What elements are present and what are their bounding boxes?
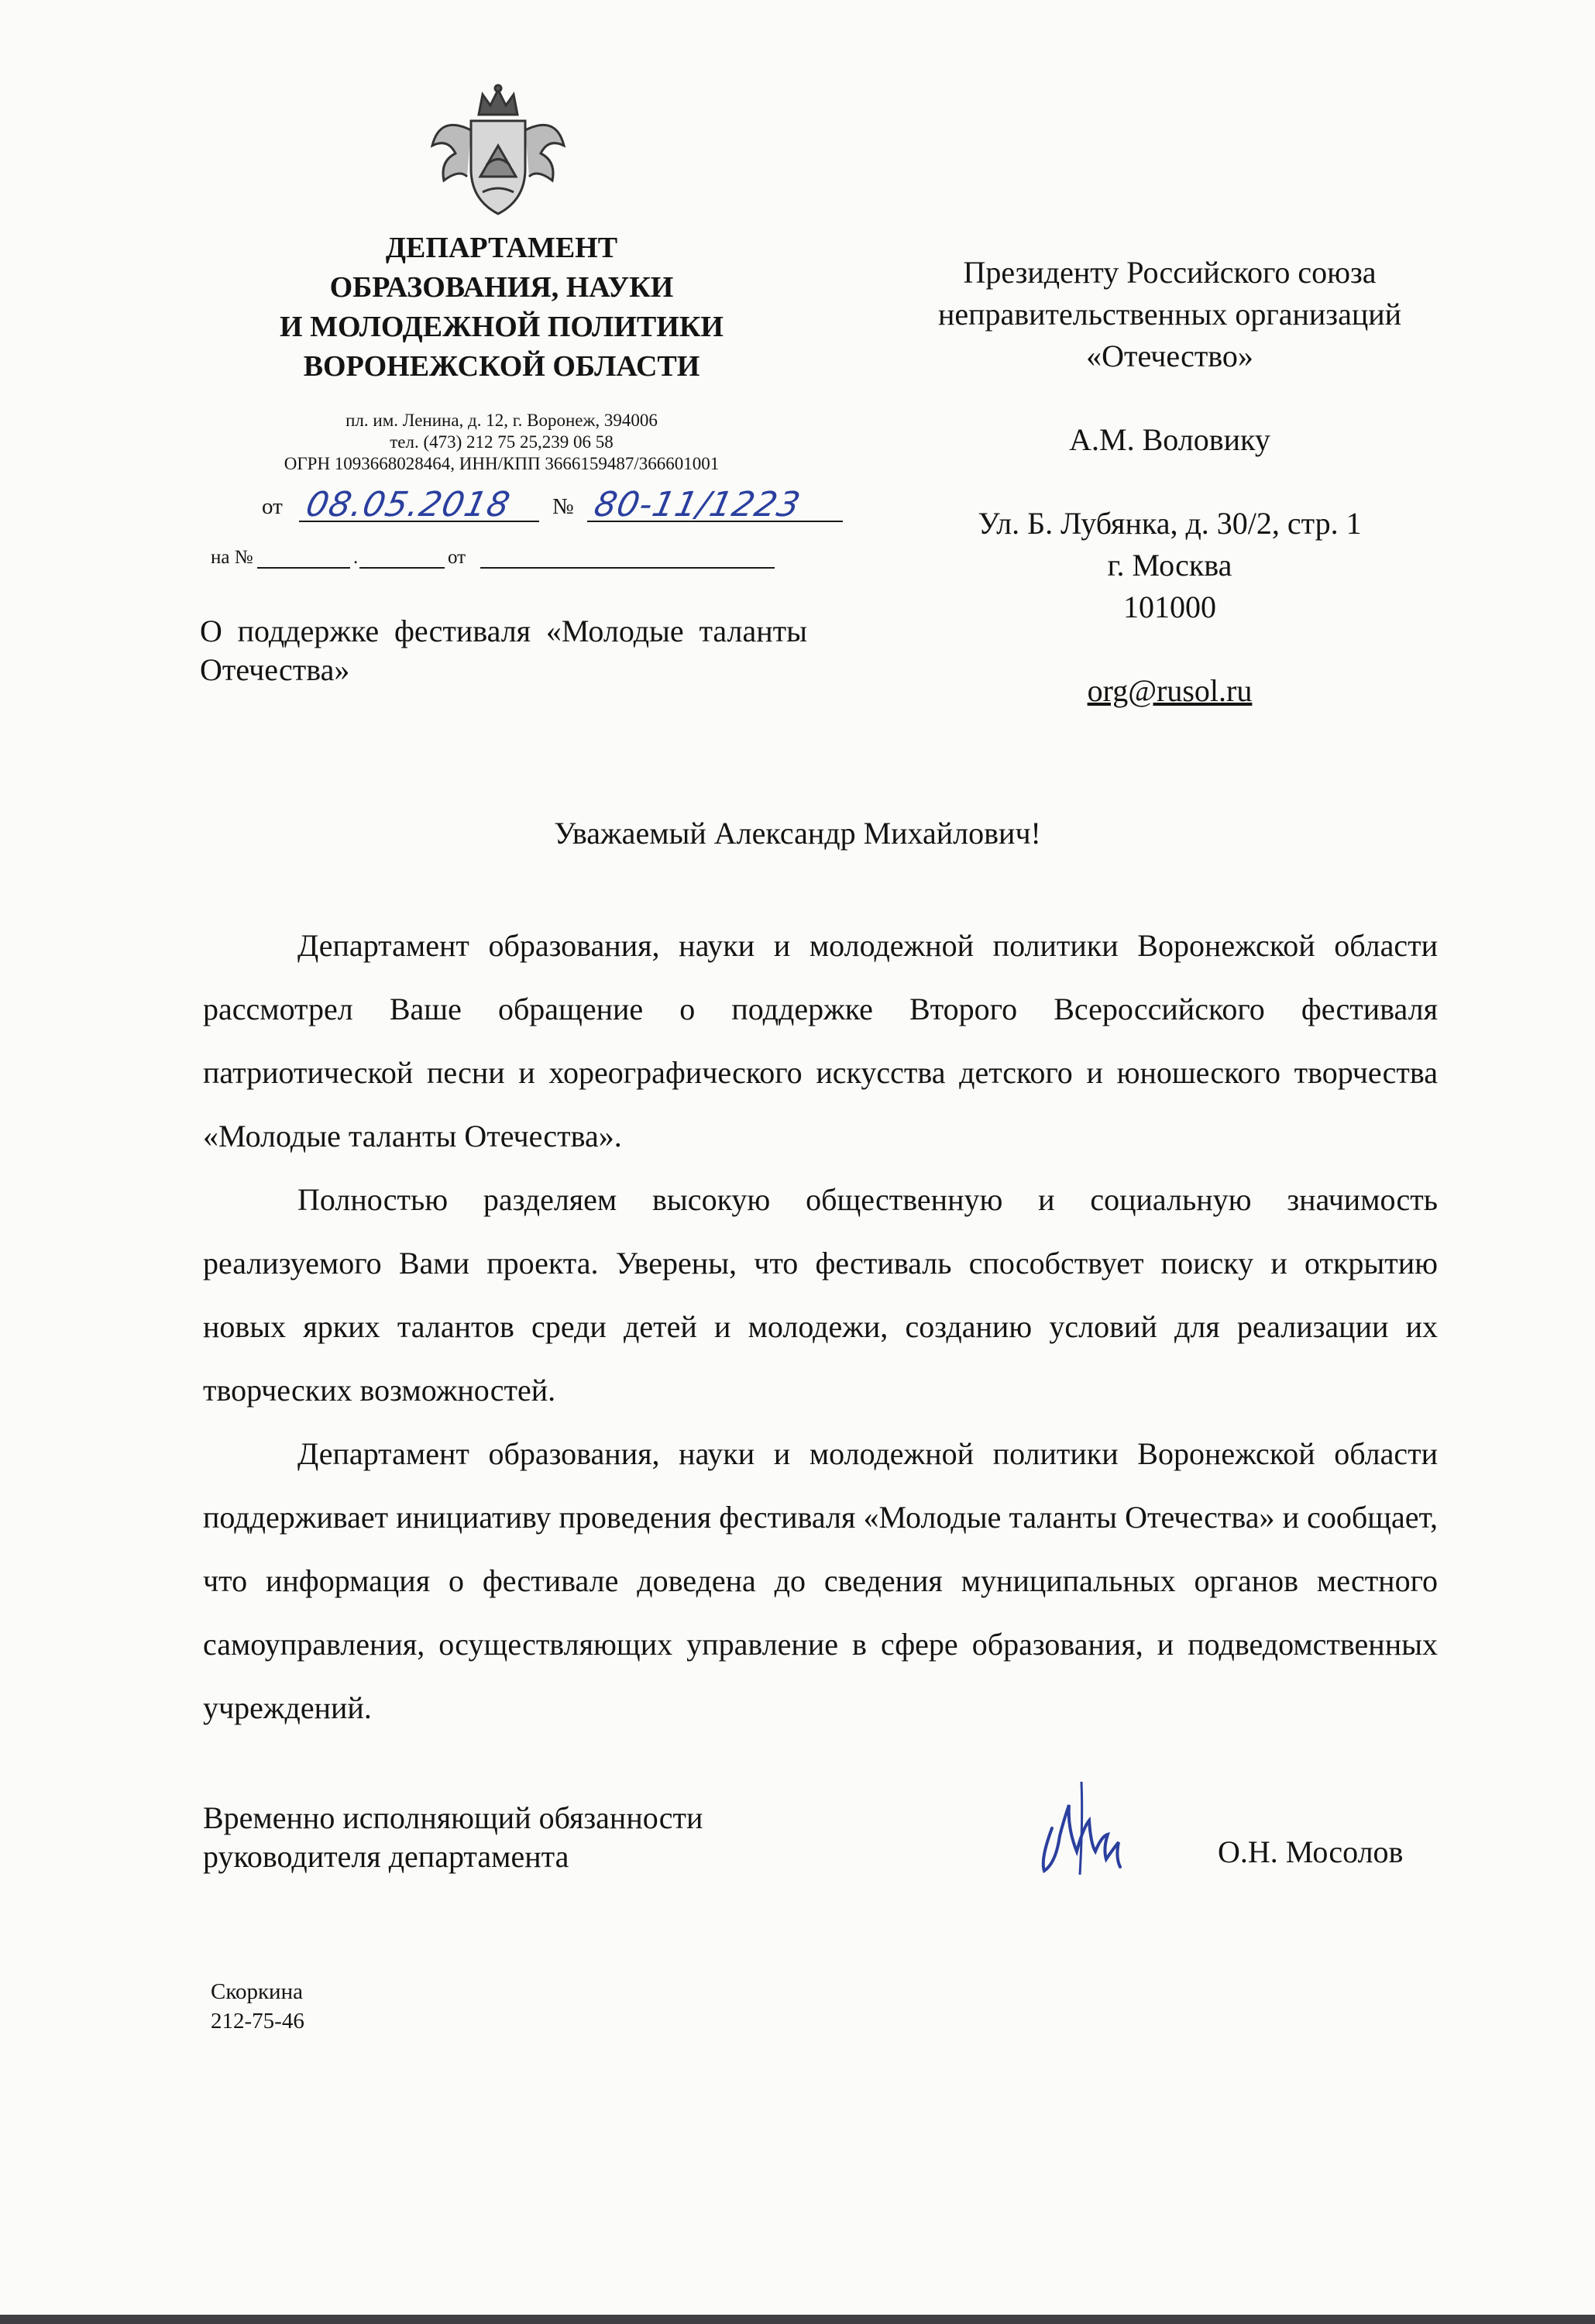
department-line: ДЕПАРТАМЕНТ <box>385 232 618 264</box>
phone-text: тел. (473) 212 75 25,239 06 58 <box>390 432 614 452</box>
department-address <box>186 410 817 475</box>
recipient-address-line: г. Москва <box>1107 548 1232 583</box>
body-paragraph: Департамент образования, науки и молодежной политики Воронежской области поддерживает инициативу проведения фестиваля «Молодые таланты Отечества» и сообщает, что информация о фестивале доведена до сведения муниципальных органов местного самоуправления, осуществляющих управление в сфере образования, и подведомственных учреждений. <box>203 1436 1438 1725</box>
department-line: ОБРАЗОВАНИЯ, НАУКИ <box>329 271 674 304</box>
signer-title <box>203 1799 703 1876</box>
department-line: ВОРОНЕЖСКОЙ ОБЛАСТИ <box>303 350 700 383</box>
department-title <box>186 229 817 387</box>
recipient-email-link[interactable]: org@rusol.ru <box>1087 673 1253 708</box>
address-text: пл. им. Ленина, д. 12, г. Воронеж, 394006 <box>345 411 658 430</box>
date-label: от <box>262 494 283 519</box>
handwritten-number: 80-11/1223 <box>590 485 805 524</box>
executor-phone: 212-75-46 <box>211 2009 304 2033</box>
recipient-line: «Отечество» <box>1086 339 1253 373</box>
recipient-line: Президенту Российского союза <box>963 255 1377 290</box>
recipient-line: неправительственных организаций <box>937 297 1402 332</box>
letter-subject: О поддержке фестиваля «Молодые таланты Отечества» <box>200 614 807 687</box>
reference-date-blank <box>480 544 775 569</box>
registration-text: ОГРН 1093668028464, ИНН/КПП 3666159487/366601001 <box>284 454 720 473</box>
executor-info <box>211 1977 304 2036</box>
handwritten-date: 08.05.2018 <box>302 485 514 524</box>
body-paragraph: Департамент образования, науки и молодежной политики Воронежской области рассмотрел Ваше обращение о поддержке Второго Всероссийского фестиваля патриотической песни и хореографического искусства детского и юношеского творчества «Молодые таланты Отечества». <box>203 928 1438 1153</box>
recipient-block <box>837 252 1503 712</box>
department-line: И МОЛОДЕЖНОЙ ПОЛИТИКИ <box>280 311 724 343</box>
body-paragraph: Полностью разделяем высокую общественную и социальную значимость реализуемого Вами проекта. Уверены, что фестиваль способствует поиску и открытию новых ярких талантов среди детей и молодежи, созданию условий для реализации их творческих возможностей. <box>203 1182 1438 1408</box>
reference-year-blank <box>359 544 445 569</box>
executor-name: Скоркина <box>211 1979 303 2004</box>
signer-title-line: Временно исполняющий обязанности <box>203 1800 703 1835</box>
number-label: № <box>552 494 574 519</box>
scan-bottom-edge <box>0 2315 1595 2324</box>
reference-line <box>200 544 820 575</box>
salutation: Уважаемый Александр Михайлович! <box>554 816 1041 851</box>
reference-date-label: от <box>448 547 466 568</box>
coat-of-arms-icon <box>425 84 572 220</box>
recipient-name: А.М. Воловику <box>1069 422 1270 457</box>
letter-body <box>203 914 1438 1740</box>
signer-name: О.Н. Мосолов <box>1218 1834 1404 1869</box>
reference-number-blank <box>257 544 350 569</box>
reference-dot: . <box>353 547 359 568</box>
signer-title-line: руководителя департамента <box>203 1839 569 1874</box>
recipient-address-line: Ул. Б. Лубянка, д. 30/2, стр. 1 <box>978 506 1362 541</box>
handwritten-signature <box>1021 1774 1145 1875</box>
reference-number-label: на № <box>211 547 253 568</box>
recipient-address-line: 101000 <box>1123 590 1216 624</box>
outgoing-registration-line <box>200 485 858 525</box>
